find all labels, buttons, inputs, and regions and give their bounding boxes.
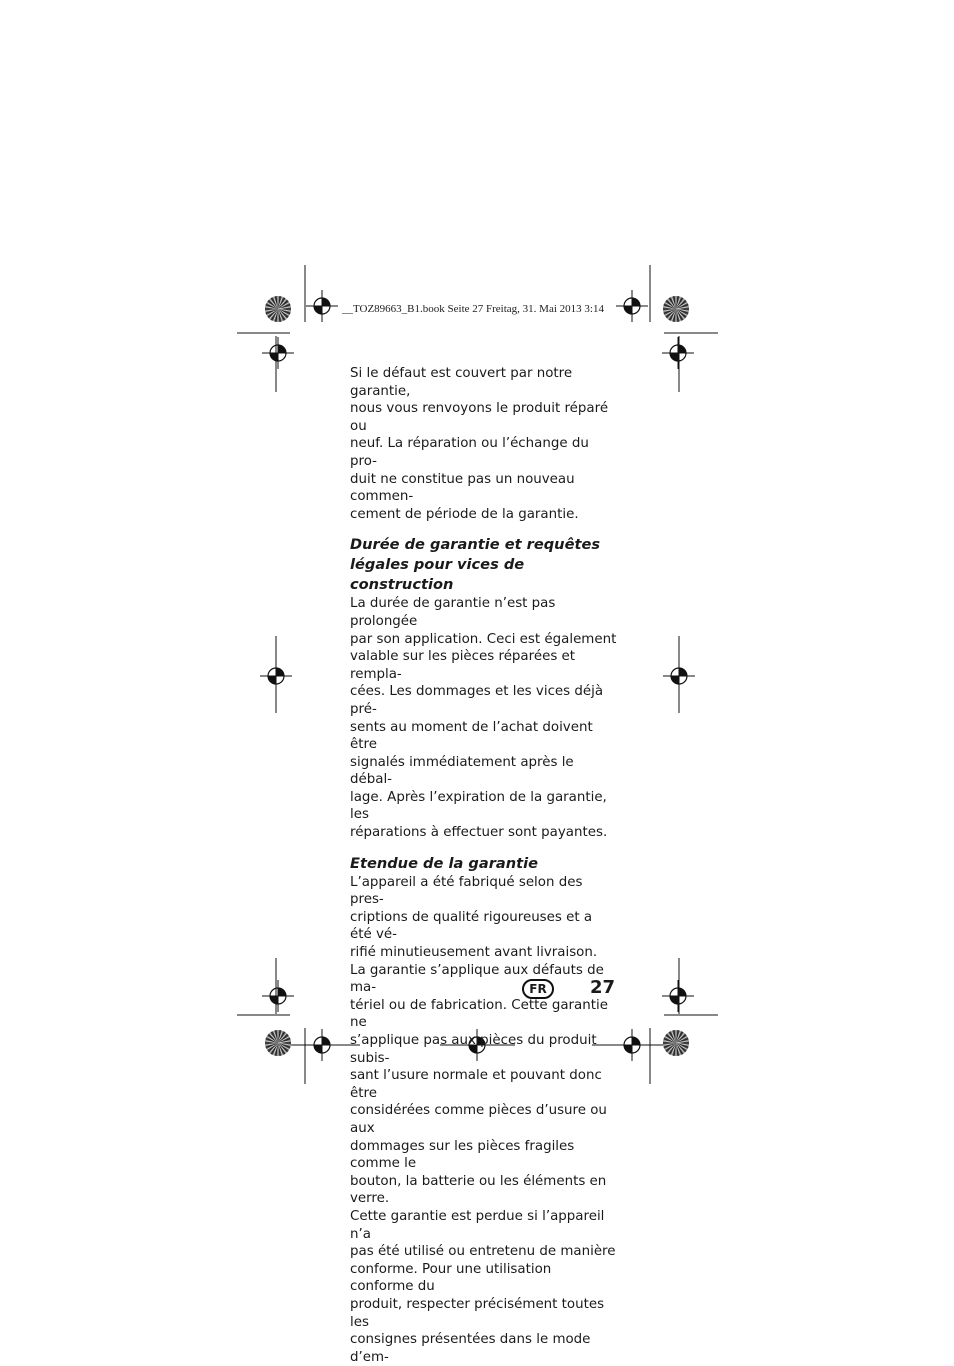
color-calibration-star [265,296,291,322]
page-number: 27 [590,977,616,998]
registration-mark [260,660,292,692]
color-calibration-star [663,296,689,322]
warranty-scope-paragraph-2: La garantie s’applique aux défauts de ma- tériel ou de fabrication. Cette garantie ne s’applique pas aux pièces du produit subis- sant l’usure normale et pouvant donc être considérées comme pièces d’usure ou aux dommages sur les pièces fragiles comme le bouton, la batterie ou les éléments en verre. [350,962,608,1207]
color-calibration-star [663,1030,689,1056]
language-badge: FR [522,979,554,999]
registration-mark [662,337,694,369]
registration-mark [663,660,695,692]
warranty-scope-paragraph-1: L’appareil a été fabriqué selon des pres- criptions de qualité rigoureuses et a été vé- rifié minutieusement avant livraison. [350,874,598,961]
page-content [350,365,618,1366]
warranty-duration-paragraph: La durée de garantie n’est pas prolongée par son application. Ceci est également valable sur les pièces réparées et rempla- cées. Les dommages et les vices déjà pré- sents au moment de l’achat doivent être signalés immédiatement après le débal- lage. Après l’expiration de la garantie, les réparations à effectuer sont payantes. [350,596,617,841]
print-slug-header: __TOZ89663_B1.book Seite 27 Freitag, 31. Mai 2013 3:14 [342,303,604,315]
registration-mark [262,337,294,369]
section-heading-warranty-scope: Etendue de la garantie [350,854,539,872]
registration-mark [306,290,338,322]
page-footer [520,977,620,1001]
warranty-scope-paragraph-3: Cette garantie est perdue si l’appareil n’a pas été utilisé ou entretenu de manière conforme. Pour une utilisation conforme du produit, respecter précisément toutes les consignes présentées dans le mode d’em- [350,1208,616,1365]
section-heading-warranty-duration: Durée de garantie et requêtes légales pour vices de construction [350,536,601,594]
registration-mark [662,980,694,1012]
intro-paragraph: Si le défaut est couvert par notre garantie, nous vous renvoyons le produit réparé ou neuf. La réparation ou l’échange du pro- duit ne constitue pas un nouveau commen- cement de période de la garantie. [350,366,609,522]
color-calibration-star [265,1030,291,1056]
registration-mark [262,980,294,1012]
